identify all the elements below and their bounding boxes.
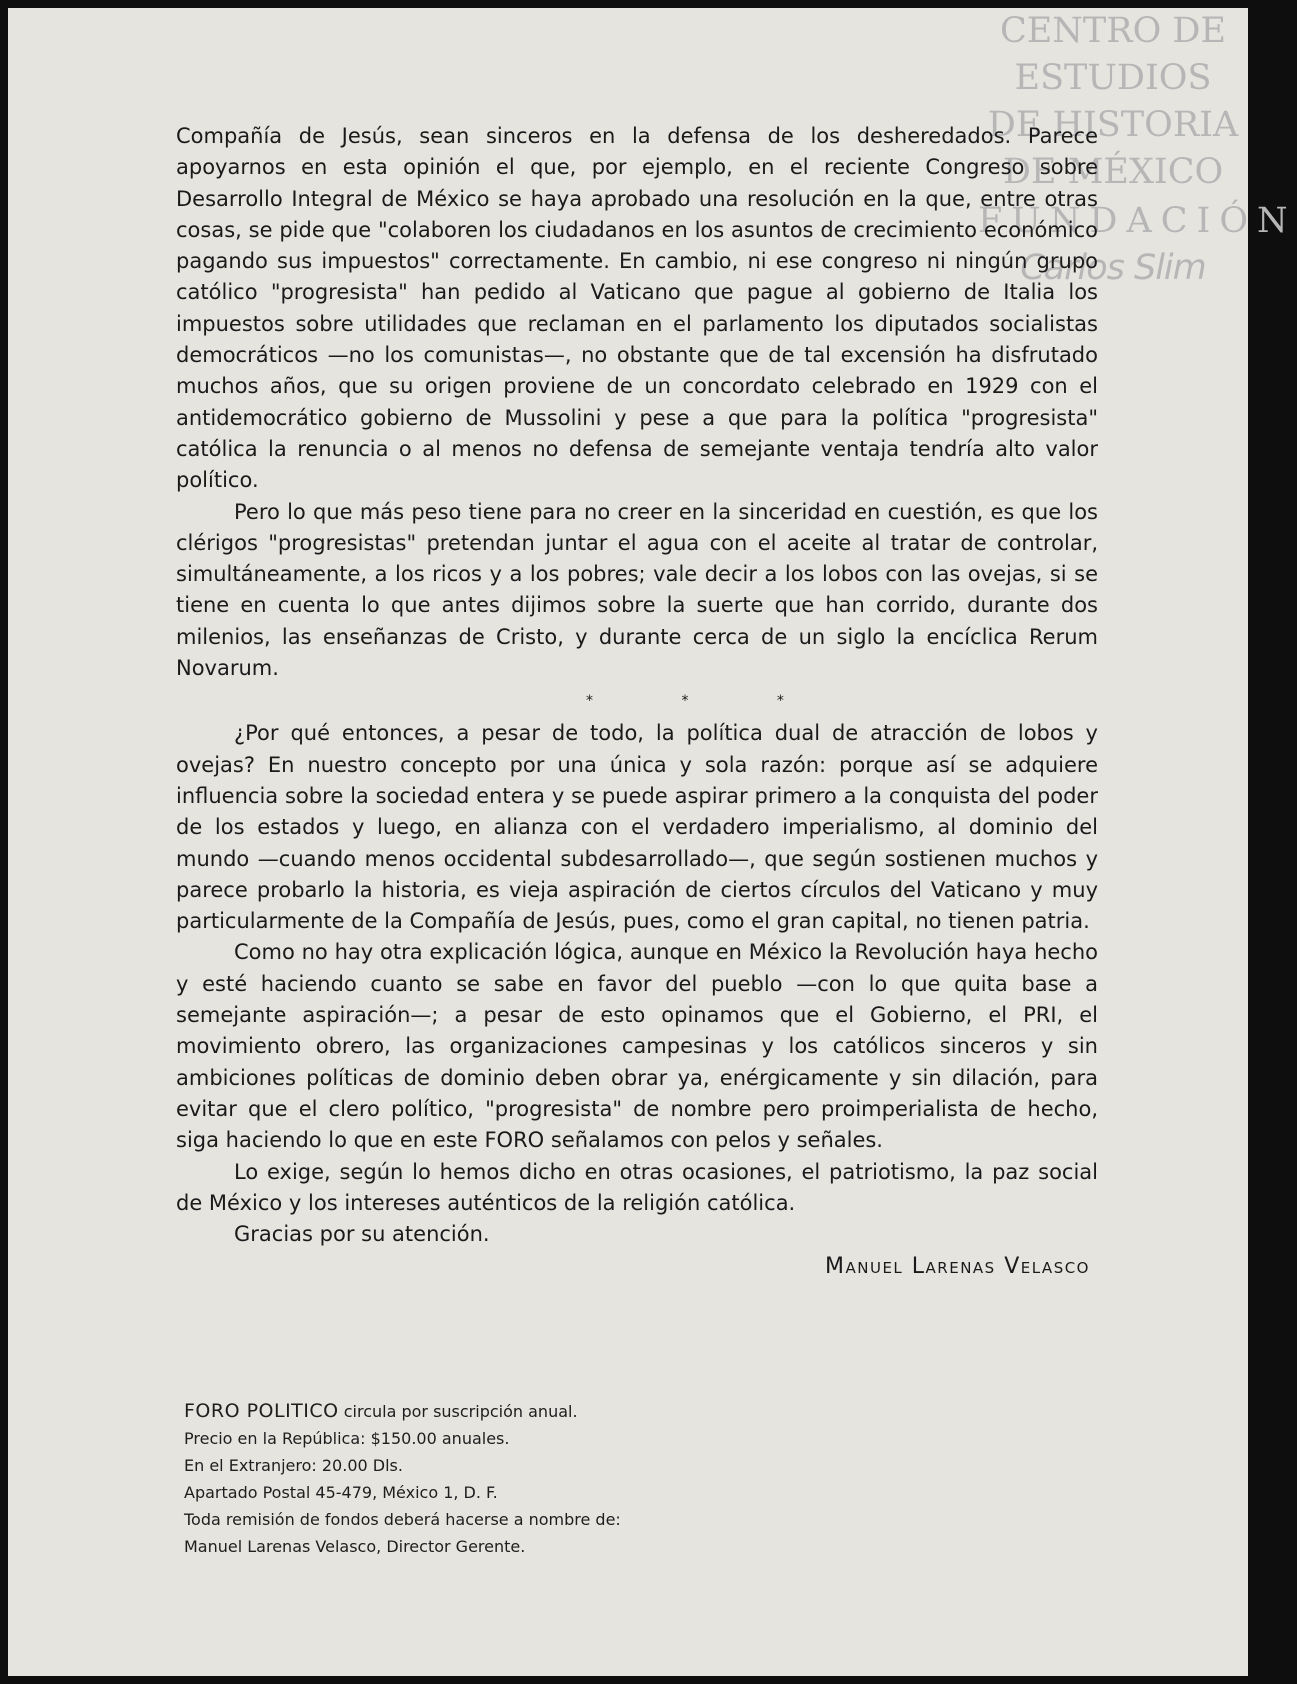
article-body	[176, 121, 1098, 1283]
watermark-signature: Carlos Slim	[1020, 248, 1206, 288]
footer-line: Apartado Postal 45-479, México 1, D. F.	[184, 1483, 498, 1502]
watermark-fundacion: FUNDACIÓN	[978, 201, 1297, 241]
subscription-info	[184, 1398, 621, 1560]
watermark-line: CENTRO DE	[999, 11, 1227, 51]
watermark-line: DE MÉXICO	[1002, 152, 1224, 192]
subscription-note: circula por suscripción anual.	[343, 1402, 578, 1421]
article-paragraph: Como no hay otra explicación lógica, aunque en México la Revolución haya hecho y esté haciendo cuanto se sabe en favor del pueblo —con lo que quita base a semejante aspiración—; a pesar de esto opinamos que el Gobierno, el PRI, el movimiento obrero, las organizaciones campesinas y los católicos sinceros y sin ambiciones políticas de dominio deben obrar ya, enérgicamente y sin dilación, para evitar que el clero político, "progresista" de nombre pero proimperialista de hecho, siga haciendo lo que en este FORO señalamos con pelos y señales.	[176, 940, 1098, 1153]
section-separator: * * *	[586, 693, 826, 710]
watermark-line: ESTUDIOS	[1014, 58, 1212, 98]
document-page	[8, 8, 1297, 1676]
article-paragraph: Gracias por su atención.	[234, 1222, 490, 1247]
footer-line: En el Extranjero: 20.00 Dls.	[184, 1456, 403, 1475]
article-paragraph: Lo exige, según lo hemos dicho en otras ocasiones, el patriotismo, la paz social de México y los intereses auténticos de la religión católica.	[176, 1159, 1098, 1215]
footer-line: Toda remisión de fondos deberá hacerse a nombre de:	[184, 1510, 621, 1529]
watermark-line: DE HISTORIA	[987, 105, 1239, 145]
footer-line: Precio en la República: $150.00 anuales.	[184, 1429, 510, 1448]
subscription-brand-line	[184, 1398, 621, 1425]
author-signature: Manuel Larenas Velasco	[825, 1254, 1090, 1280]
footer-line: Manuel Larenas Velasco, Director Gerente.	[184, 1537, 526, 1556]
article-paragraph: Compañía de Jesús, sean sinceros en la defensa de los desheredados. Parece apoyarnos en esta opinión el que, por ejemplo, en el reciente Congreso sobre Desarrollo Integral de México se haya aprobado una resolución en la que, entre otras cosas, se pide que "colaboren los ciudadanos en los asuntos de crecimiento económico pagando sus impuestos" correctamente. En cambio, ni ese congreso ni ningún grupo católico "progresista" han pedido al Vaticano que pague al gobierno de Italia los impuestos sobre utilidades que reclaman en el parlamento los diputados socialistas democráticos —no los comunistas—, no obstante que de tal excensión ha disfrutado muchos años, que su origen proviene de un concordato celebrado en 1929 con el antidemocrático gobierno de Mussolini y pese a que para la política "progresista" católica la renuncia o al menos no defensa de semejante ventaja tendría alto valor político.	[176, 124, 1098, 493]
article-paragraph: Pero lo que más peso tiene para no creer en la sinceridad en cuestión, es que los clérigos "progresistas" pretendan juntar el agua con el aceite al tratar de controlar, simultáneamente, a los ricos y a los pobres; vale decir a los lobos con las ovejas, si se tiene en cuenta lo que antes dijimos sobre la suerte que han corrido, durante dos milenios, las enseñanzas de Cristo, y durante cerca de un siglo la encíclica Rerum Novarum.	[176, 499, 1098, 681]
publication-name: FORO POLITICO	[184, 1400, 339, 1422]
article-paragraph: ¿Por qué entonces, a pesar de todo, la política dual de atracción de lobos y ovejas? En nuestro concepto por una única y sola razón: porque así se adquiere influencia sobre la sociedad entera y se puede aspirar primero a la conquista del poder de los estados y luego, en alianza con el verdadero imperialismo, al dominio del mundo —cuando menos occidental subdesarrollado—, que según sostienen muchos y parece probarlo la historia, es vieja aspiración de ciertos círculos del Vaticano y muy particularmente de la Compañía de Jesús, pues, como el gran capital, no tienen patria.	[176, 721, 1098, 934]
